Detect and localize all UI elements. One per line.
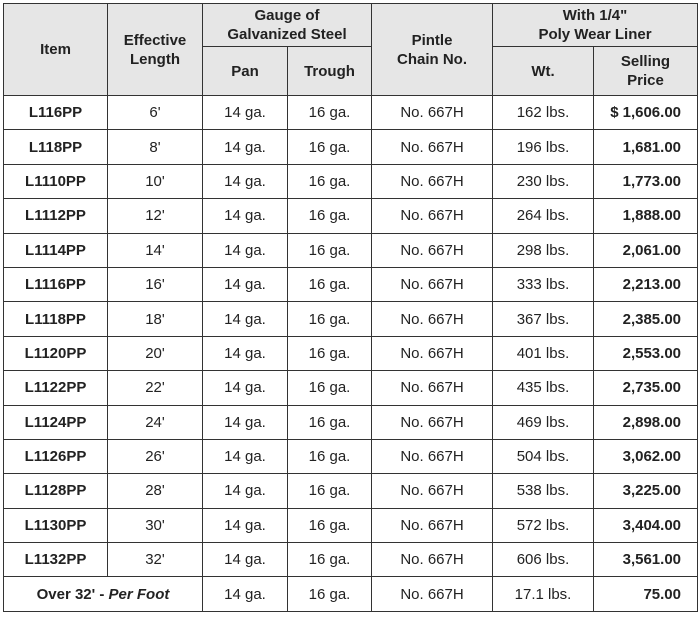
price-value: 2,898.00 [622,413,681,431]
cell-weight: 435 lbs. [493,371,594,405]
cell-chain: No. 667H [372,302,493,336]
header-item: Item [4,4,108,96]
price-value: 2,385.00 [622,310,681,328]
cell-weight: 298 lbs. [493,233,594,267]
cell-item: L1120PP [4,336,108,370]
cell-pan: 14 ga. [203,336,288,370]
price-value: 2,553.00 [622,344,681,362]
cell-pan: 14 ga. [203,543,288,577]
table-row-per-foot [4,577,698,611]
header-trough: Trough [288,47,372,96]
cell-price [594,336,698,370]
cell-chain: No. 667H [372,474,493,508]
cell-length: 6' [108,96,203,130]
cell-price [594,233,698,267]
cell-chain: No. 667H [372,336,493,370]
price-table [3,3,698,612]
table-row [4,336,698,370]
header-gauge: Gauge of Galvanized Steel [203,4,372,47]
table-row [4,130,698,164]
price-value: 3,225.00 [622,482,681,500]
cell-length: 22' [108,371,203,405]
table-row [4,439,698,473]
header-pan: Pan [203,47,288,96]
cell-trough: 16 ga. [288,164,372,198]
price-value: 3,561.00 [622,551,681,569]
cell-pan: 14 ga. [203,508,288,542]
currency-symbol: $ [610,104,619,122]
cell-price [594,302,698,336]
cell-chain: No. 667H [372,439,493,473]
cell-price: 75.00 [594,577,698,611]
cell-length: 26' [108,439,203,473]
header-poly-wear-liner: With 1/4" Poly Wear Liner [493,4,698,47]
cell-item: L1122PP [4,371,108,405]
cell-chain: No. 667H [372,267,493,301]
cell-item: L1132PP [4,543,108,577]
cell-item: L1126PP [4,439,108,473]
table-row [4,543,698,577]
cell-item: L1128PP [4,474,108,508]
cell-weight: 196 lbs. [493,130,594,164]
cell-pan: 14 ga. [203,233,288,267]
price-value: 1,606.00 [622,104,681,122]
price-value: 1,681.00 [622,138,681,156]
header-pintle-chain: Pintle Chain No. [372,4,493,96]
table-row [4,508,698,542]
table-row [4,164,698,198]
cell-chain: No. 667H [372,199,493,233]
cell-item: L1112PP [4,199,108,233]
table-row [4,199,698,233]
cell-pan: 14 ga. [203,267,288,301]
cell-length: 16' [108,267,203,301]
cell-weight: 162 lbs. [493,96,594,130]
price-value: 2,061.00 [622,241,681,259]
cell-trough: 16 ga. [288,543,372,577]
cell-weight: 230 lbs. [493,164,594,198]
cell-pan: 14 ga. [203,302,288,336]
cell-trough: 16 ga. [288,474,372,508]
cell-length: 10' [108,164,203,198]
cell-length: 18' [108,302,203,336]
cell-item: L1114PP [4,233,108,267]
cell-trough: 16 ga. [288,439,372,473]
header-weight: Wt. [493,47,594,96]
cell-weight: 401 lbs. [493,336,594,370]
cell-trough: 16 ga. [288,267,372,301]
price-value: 3,062.00 [622,448,681,466]
cell-length: 14' [108,233,203,267]
cell-chain: No. 667H [372,130,493,164]
cell-trough: 16 ga. [288,577,372,611]
cell-weight: 333 lbs. [493,267,594,301]
cell-weight: 17.1 lbs. [493,577,594,611]
cell-trough: 16 ga. [288,233,372,267]
cell-length: 24' [108,405,203,439]
cell-price [594,474,698,508]
table-row [4,474,698,508]
cell-item: L116PP [4,96,108,130]
cell-item-per-foot: Over 32' - Per Foot [4,577,203,611]
price-value: 2,735.00 [622,379,681,397]
cell-weight: 538 lbs. [493,474,594,508]
cell-price [594,543,698,577]
cell-chain: No. 667H [372,164,493,198]
cell-price [594,405,698,439]
cell-chain: No. 667H [372,543,493,577]
price-value: 3,404.00 [622,516,681,534]
cell-item: L1124PP [4,405,108,439]
table-row [4,405,698,439]
cell-trough: 16 ga. [288,508,372,542]
cell-weight: 264 lbs. [493,199,594,233]
cell-chain: No. 667H [372,96,493,130]
cell-trough: 16 ga. [288,96,372,130]
cell-pan: 14 ga. [203,405,288,439]
cell-pan: 14 ga. [203,199,288,233]
cell-price [594,96,698,130]
price-value: 1,773.00 [622,172,681,190]
cell-length: 30' [108,508,203,542]
cell-chain: No. 667H [372,577,493,611]
cell-weight: 469 lbs. [493,405,594,439]
cell-price [594,371,698,405]
cell-trough: 16 ga. [288,130,372,164]
cell-item: L1110PP [4,164,108,198]
cell-trough: 16 ga. [288,199,372,233]
cell-length: 12' [108,199,203,233]
cell-weight: 367 lbs. [493,302,594,336]
price-value: 2,213.00 [622,276,681,294]
price-value: 1,888.00 [622,207,681,225]
cell-trough: 16 ga. [288,405,372,439]
cell-length: 8' [108,130,203,164]
cell-pan: 14 ga. [203,130,288,164]
cell-item: L1130PP [4,508,108,542]
cell-weight: 504 lbs. [493,439,594,473]
table-body [4,96,698,612]
cell-item: L1118PP [4,302,108,336]
cell-price [594,439,698,473]
table-row [4,371,698,405]
header-effective-length: Effective Length [108,4,203,96]
table-row [4,96,698,130]
cell-weight: 572 lbs. [493,508,594,542]
cell-price [594,130,698,164]
cell-item: L1116PP [4,267,108,301]
cell-chain: No. 667H [372,405,493,439]
cell-weight: 606 lbs. [493,543,594,577]
cell-chain: No. 667H [372,233,493,267]
cell-price [594,199,698,233]
table-row [4,233,698,267]
cell-pan: 14 ga. [203,474,288,508]
cell-trough: 16 ga. [288,371,372,405]
cell-trough: 16 ga. [288,336,372,370]
cell-price [594,508,698,542]
cell-price [594,164,698,198]
cell-chain: No. 667H [372,508,493,542]
cell-item: L118PP [4,130,108,164]
cell-length: 28' [108,474,203,508]
cell-chain: No. 667H [372,371,493,405]
table-row [4,302,698,336]
table-header [4,4,698,96]
cell-price [594,267,698,301]
cell-pan: 14 ga. [203,96,288,130]
cell-pan: 14 ga. [203,371,288,405]
table-row [4,267,698,301]
cell-pan: 14 ga. [203,164,288,198]
cell-length: 20' [108,336,203,370]
header-selling-price: Selling Price [594,47,698,96]
cell-pan: 14 ga. [203,439,288,473]
cell-pan: 14 ga. [203,577,288,611]
cell-trough: 16 ga. [288,302,372,336]
cell-length: 32' [108,543,203,577]
